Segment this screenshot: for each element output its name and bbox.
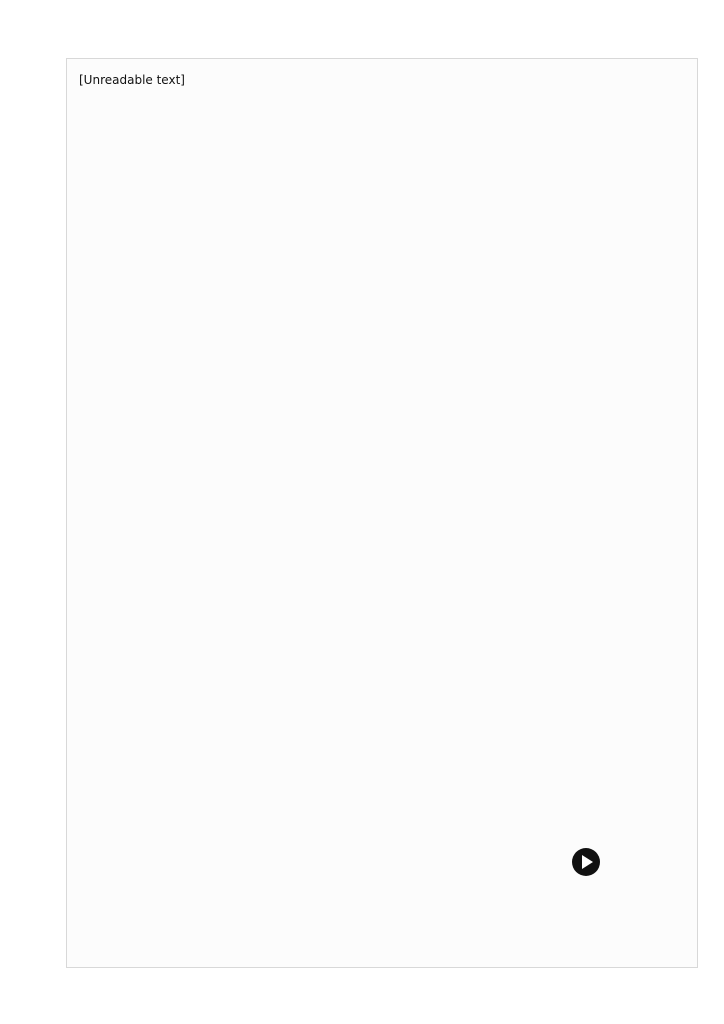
play-button[interactable] xyxy=(572,848,600,876)
document-content: [Unreadable text] xyxy=(66,58,698,968)
play-icon xyxy=(582,855,593,869)
